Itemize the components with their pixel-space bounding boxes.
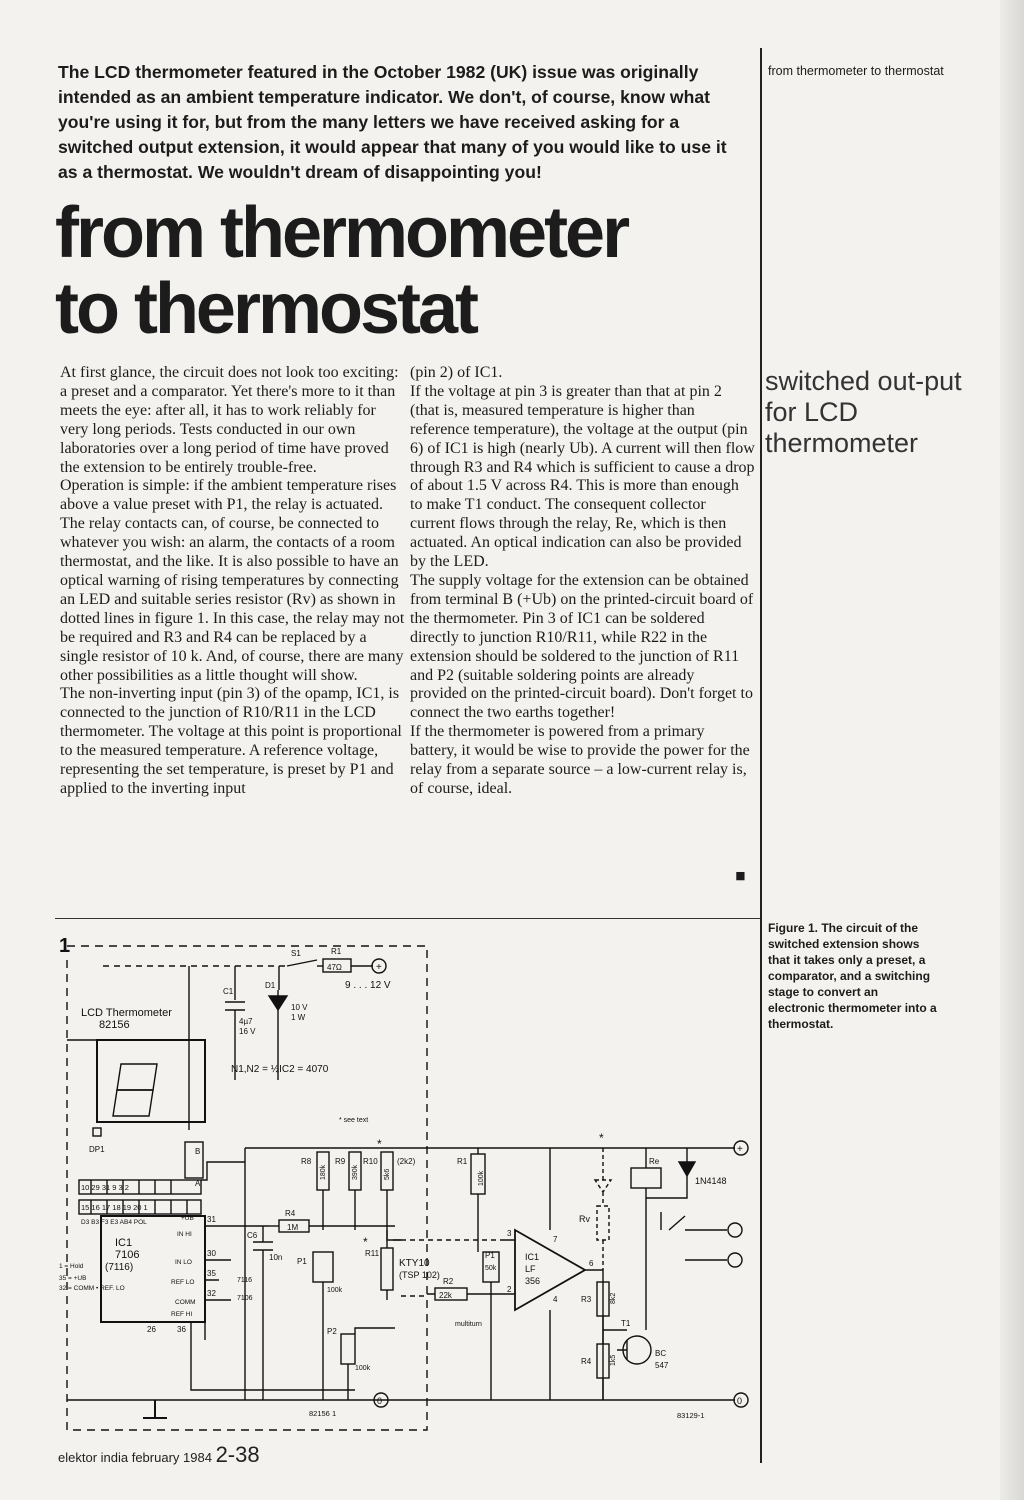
- label-kty: KTY10: [399, 1258, 430, 1269]
- label-multiturn: multiturn: [455, 1321, 482, 1328]
- label-c1-val1: 4µ7: [239, 1017, 253, 1026]
- label-s1: S1: [291, 949, 301, 958]
- label-ref-hi: REF HI: [171, 1311, 193, 1318]
- page-edge-shadow: [1000, 0, 1024, 1500]
- label-dp1: DP1: [89, 1145, 105, 1154]
- label-r9-val: 390k: [352, 1164, 359, 1180]
- label-plus-top: +: [376, 962, 382, 973]
- label-opamp2: LF: [525, 1264, 536, 1274]
- label-7116: 7116: [237, 1277, 253, 1284]
- body-paragraph: The supply voltage for the extension can be obtained from terminal B (+Ub) on the printed-circuit board of the thermometer. Pin 3 of IC1 can be soldered directly to junction R10/R11, while R22 in the extension should be soldered to the junction of R11 and P2 (suitable soldering points are already provided on the printed-circuit board). Don't forget to connect the two earths together!: [410, 571, 754, 722]
- label-pin35: 35: [207, 1269, 216, 1278]
- label-ic1-type2: (7116): [105, 1262, 134, 1273]
- label-in-hi: IN HI: [177, 1231, 192, 1238]
- label-code-right: 83129-1: [677, 1411, 705, 1420]
- label-r3: R3: [581, 1295, 592, 1304]
- label-op-pin3: 3: [507, 1229, 512, 1238]
- label-ref-lo: REF LO: [171, 1279, 195, 1286]
- label-supply: 9 . . . 12 V: [345, 980, 391, 991]
- label-d1: D1: [265, 981, 276, 990]
- label-ic1-name: IC1: [115, 1237, 133, 1249]
- page-footer: [58, 1442, 260, 1468]
- end-of-article-mark: ◾: [735, 868, 746, 884]
- sidebar-label: from thermometer to thermostat: [768, 64, 944, 78]
- label-rv: Rv: [579, 1214, 590, 1224]
- label-hold3: 32 = COMM • REF. LO: [59, 1285, 125, 1292]
- label-star-r11: *: [363, 1235, 368, 1249]
- label-7106: 7106: [237, 1295, 253, 1302]
- label-in-lo: IN LO: [175, 1259, 192, 1266]
- label-plus-right: +: [737, 1144, 743, 1155]
- body-column-2: [410, 364, 755, 799]
- label-r1-right-val: 100k: [478, 1170, 485, 1186]
- label-bc2: 547: [655, 1361, 669, 1370]
- label-r2-val: 22k: [439, 1291, 452, 1300]
- label-r1-right: R1: [457, 1157, 468, 1166]
- label-c6-val: 10n: [269, 1253, 283, 1262]
- label-comm: COMM: [175, 1299, 196, 1306]
- body-paragraph: The non-inverting input (pin 3) of the opamp, IC1, is connected to the junction of R10/R11 in the LCD thermometer. The voltage at this point is proportional to the measured temperature. A reference voltage, representing the set temperature, is preset by P1 and applied to the inverting input: [60, 685, 402, 797]
- body-paragraph: If the thermometer is powered from a primary battery, it would be wise to provide the power for the relay from a separate source – a low-current relay is, of course, ideal.: [410, 723, 750, 797]
- label-r2: R2: [443, 1277, 454, 1286]
- label-seg-letters: D3 B3 F3 E3 AB4 POL: [81, 1219, 147, 1226]
- body-paragraph: At first glance, the circuit does not look too exciting: a preset and a comparator. Yet there's more to it than meets the eye: after all, it has to work reliably for very long periods. Tests conducted in our own laboratories over a long period of time have proved the extension to be entirely trouble-free.: [60, 364, 399, 476]
- footer-publication: elektor india february 1984: [58, 1450, 212, 1465]
- label-r3-val: 8k2: [610, 1292, 617, 1304]
- label-bc: BC: [655, 1349, 667, 1358]
- label-pin-ub: +UB: [181, 1215, 194, 1222]
- label-r4: R4: [581, 1357, 592, 1366]
- label-pin36: 36: [177, 1325, 186, 1334]
- sidebar-subtitle: switched out-put for LCD thermometer: [765, 366, 962, 458]
- label-r4-left: R4: [285, 1209, 296, 1218]
- label-r11: R11: [365, 1249, 380, 1258]
- label-diode: 1N4148: [695, 1176, 727, 1186]
- label-ic1-type: 7106: [115, 1249, 140, 1261]
- label-op-pin4: 4: [553, 1295, 558, 1304]
- label-op-pin7: 7: [553, 1235, 558, 1244]
- label-gates: N1,N2 = ½IC2 = 4070: [231, 1064, 329, 1075]
- body-paragraph: If the voltage at pin 3 is greater than that at pin 2 (that is, measured temperature is higher than reference temperature), the voltage at the output (pin 6) of IC1 is high (nearly Ub). A current will then flow through R3 and R4 which is sufficient to cause a drop of about 1.5 V across R4. This is more than enough to make T1 conduct. The consequent collector current flows through the relay, Re, which is then actuated. An optical indication can also be provided by the LED.: [410, 382, 755, 571]
- label-op-pin2: 2: [507, 1285, 512, 1294]
- label-d1-val1: 10 V: [291, 1003, 308, 1012]
- label-r10-alt: (2k2): [397, 1157, 416, 1166]
- label-r8-val: 180k: [320, 1164, 327, 1180]
- label-zero-right: 0: [737, 1396, 743, 1406]
- label-p1-right-val: 50k: [485, 1265, 497, 1272]
- circuit-schematic: [55, 930, 760, 1450]
- label-r9: R9: [335, 1157, 346, 1166]
- label-t1: T1: [621, 1319, 631, 1328]
- label-p2-val: 100k: [355, 1365, 371, 1372]
- label-op-pin6: 6: [589, 1259, 594, 1268]
- figure-number: 1: [59, 935, 71, 957]
- label-pins-row2: 15 16 17 18 19 20 1: [81, 1203, 148, 1212]
- column-divider: [760, 48, 762, 1463]
- label-c6: C6: [247, 1231, 258, 1240]
- label-p2: P2: [327, 1327, 337, 1336]
- intro-paragraph: The LCD thermometer featured in the October 1982 (UK) issue was originally intended as an ambient temperature indicator. We don't, of course, know what you're using it for, but from the many letters we have received asking for a switched output extension, it would appear that many of you would like to use it as a thermostat. We wouldn't dream of disappointing you!: [58, 62, 727, 182]
- label-pin26: 26: [147, 1325, 156, 1334]
- figure-caption: Figure 1. The circuit of the switched extension shows that it takes only a preset, a comparator, and a switching stage to convert an electronic thermometer into a thermostat.: [768, 921, 937, 1031]
- body-paragraph: Operation is simple: if the ambient temperature rises above a value preset with P1, the relay is actuated. The relay contacts can, of course, be connected to whatever you wish: an alarm, the contacts of a room thermostat, and the like. It is also possible to have an optical warning of rising temperatures by connecting an LED and suitable series resistor (Rv) as shown in dotted lines in figure 1. In this case, the relay may not be required and R3 and R4 can be replaced by a single resistor of 10 k. And, of course, there are many other possibilities as a little thought will show.: [60, 477, 405, 684]
- body-column-1: [60, 364, 405, 799]
- label-p1-left-val: 100k: [327, 1287, 343, 1294]
- label-star-led: *: [599, 1131, 604, 1145]
- label-r8: R8: [301, 1157, 312, 1166]
- label-a: A: [195, 1179, 201, 1188]
- label-p1-right: P1: [485, 1251, 495, 1260]
- label-hold2: 35 = +UB: [59, 1275, 87, 1282]
- label-r1-top: R1: [331, 947, 342, 956]
- headline-line-2: to thermostat: [55, 269, 477, 349]
- label-hold1: 1 = Hold: [59, 1263, 84, 1270]
- footer-page-number: 2-38: [215, 1442, 260, 1467]
- label-c1-val2: 16 V: [239, 1027, 256, 1036]
- headline-line-1: from thermometer: [55, 193, 628, 273]
- label-d1-val2: 1 W: [291, 1013, 306, 1022]
- article-headline: [55, 195, 755, 347]
- label-tsp: (TSP 102): [399, 1270, 440, 1280]
- label-r4-val: 1k5: [610, 1354, 617, 1366]
- label-star-r10: *: [377, 1137, 382, 1151]
- label-pin31: 31: [207, 1215, 216, 1224]
- figure-top-rule: [55, 918, 760, 919]
- label-opamp3: 356: [525, 1276, 541, 1286]
- label-c1: C1: [223, 987, 234, 996]
- label-opamp1: IC1: [525, 1252, 540, 1262]
- label-r10-val: 5k6: [384, 1168, 391, 1180]
- label-code-left: 82156 1: [309, 1409, 337, 1418]
- label-re: Re: [649, 1157, 660, 1166]
- label-b: B: [195, 1147, 201, 1156]
- label-zero-mid: 0: [377, 1396, 383, 1406]
- label-pins-row1: 10 29 31 9 3 2: [81, 1183, 129, 1192]
- label-pin30: 30: [207, 1249, 216, 1258]
- label-lcd-title: LCD Thermometer: [81, 1007, 172, 1019]
- body-paragraph: (pin 2) of IC1.: [410, 364, 503, 381]
- label-r1-top-val: 47Ω: [327, 963, 342, 972]
- label-p1-left: P1: [297, 1257, 307, 1266]
- label-see-text: * see text: [339, 1117, 369, 1124]
- label-r10: R10: [363, 1157, 378, 1166]
- label-lcd-code: 82156: [99, 1019, 130, 1031]
- label-pin32: 32: [207, 1289, 216, 1298]
- label-r4-left-val: 1M: [287, 1223, 299, 1232]
